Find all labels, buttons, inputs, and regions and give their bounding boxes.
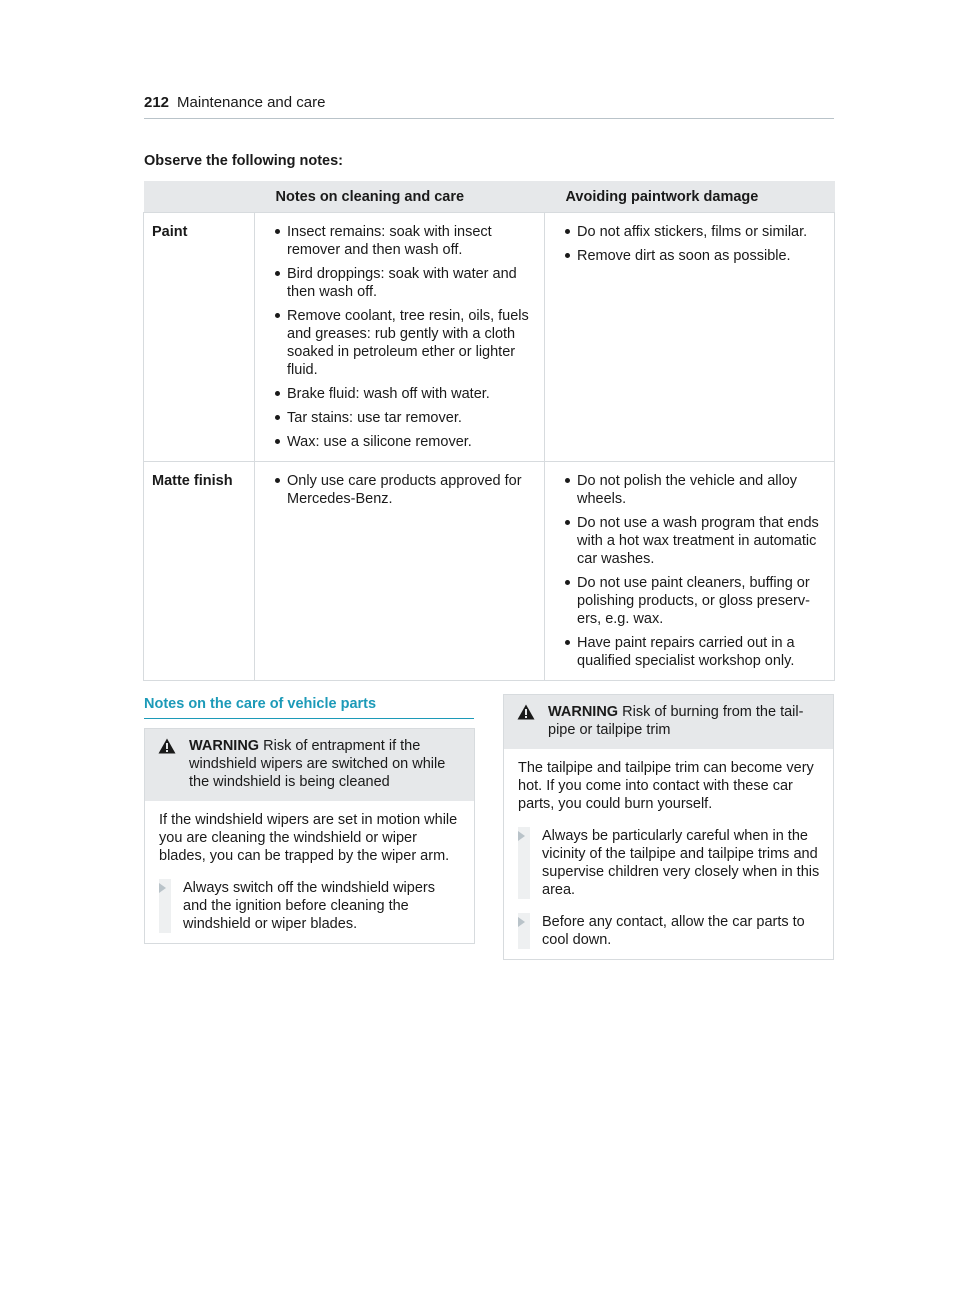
step-text: Before any contact, allow the car parts to cool down. — [542, 914, 805, 948]
paint-avoiding-cell — [545, 213, 835, 462]
page-number: 212 — [144, 94, 170, 111]
matte-cleaning-cell — [255, 462, 545, 681]
section-heading: Notes on the care of vehicle parts — [144, 695, 474, 719]
warning-title: Risk of burning from the tail‐ pipe or tailpipe trim — [548, 704, 804, 738]
paint-cleaning-cell — [255, 213, 545, 462]
list-item: Do not affix stickers, films or similar. — [555, 223, 824, 241]
warning-header — [504, 695, 833, 749]
instruction-step — [518, 913, 821, 949]
warning-body-text: If the windshield wipers are set in motion while you are cleaning the windshield or wiper blades, you can be trapped by the wiper arm. — [159, 812, 458, 864]
warning-signal-word: WARNING — [548, 704, 619, 720]
list-item: Do not polish the vehicle and alloy wheels. — [555, 472, 824, 508]
row-label-paint: Paint — [144, 213, 255, 462]
matte-avoiding-cell — [545, 462, 835, 681]
warning-box-tailpipe — [503, 694, 834, 960]
list-item: Bird droppings: soak with water and then wash off. — [265, 265, 534, 301]
instruction-step — [518, 827, 821, 899]
warning-body-text: The tailpipe and tailpipe trim can become very hot. If you come into contact with these car parts, you could burn yourself. — [518, 760, 814, 812]
step-text: Always switch off the windshield wipers and the ignition before cleaning the windshield or wiper blades. — [183, 880, 435, 932]
list-item: Insect remains: soak with insect remover and then wash off. — [265, 223, 534, 259]
warning-body — [145, 801, 474, 943]
table-header-avoiding: Avoiding paintwork damage — [545, 181, 835, 213]
warning-box-wipers — [144, 728, 475, 944]
cleaning-notes-table — [143, 181, 835, 681]
list-item: Wax: use a silicone remover. — [265, 433, 534, 451]
table-row-paint — [144, 213, 835, 462]
table-header-row — [144, 181, 835, 213]
list-item: Do not use paint cleaners, buffing or polishing products, or gloss preserv‐ ers, e.g. wax. — [555, 574, 824, 628]
warning-title: Risk of entrapment if the windshield wipers are switched on while the windshield is being cleaned — [189, 738, 446, 790]
warning-signal-word: WARNING — [189, 738, 260, 754]
list-item: Tar stains: use tar remover. — [265, 409, 534, 427]
intro-text: Observe the following notes: — [144, 153, 343, 169]
step-arrow-icon — [159, 883, 166, 893]
page-header — [144, 94, 834, 119]
warning-body — [504, 749, 833, 959]
step-text: Always be particularly careful when in the vicinity of the tailpipe and tailpipe trims and supervise children very closely when in this area. — [542, 828, 820, 898]
list-item: Brake fluid: wash off with water. — [265, 385, 534, 403]
list-item: Remove coolant, tree resin, oils, fuels and greases: rub gently with a cloth soaked in petroleum ether or lighter fluid. — [265, 307, 534, 379]
warning-triangle-icon — [517, 704, 535, 720]
warning-triangle-icon — [158, 738, 176, 754]
page-header-title: Maintenance and care — [177, 94, 326, 111]
step-arrow-icon — [518, 831, 525, 841]
table-row-matte-finish — [144, 462, 835, 681]
table-header-cleaning: Notes on cleaning and care — [255, 181, 545, 213]
list-item: Only use care products approved for Mercedes-Benz. — [265, 472, 534, 508]
step-arrow-icon — [518, 917, 525, 927]
table-header-empty — [144, 181, 255, 213]
list-item: Have paint repairs carried out in a qualified specialist workshop only. — [555, 634, 824, 670]
instruction-step — [159, 879, 462, 933]
warning-header — [145, 729, 474, 801]
list-item: Remove dirt as soon as possible. — [555, 247, 824, 265]
row-label-matte-finish: Matte finish — [144, 462, 255, 681]
list-item: Do not use a wash program that ends with a hot wax treatment in automatic car washes. — [555, 514, 824, 568]
